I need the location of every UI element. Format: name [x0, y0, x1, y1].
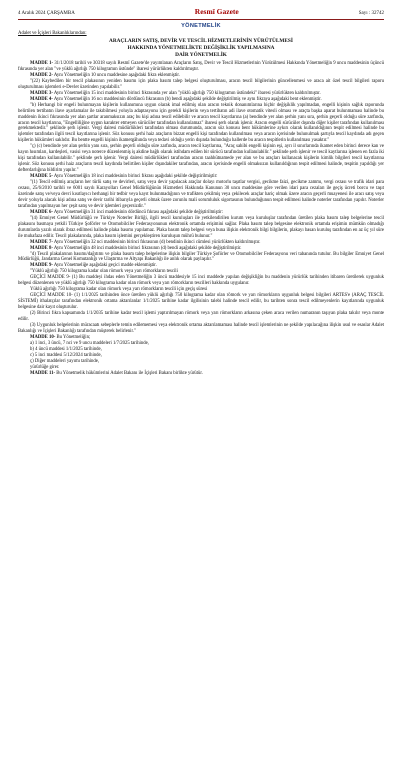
header-divider [18, 19, 384, 20]
article-paragraph [18, 61, 384, 73]
article-text: a) 1 inci, 3 üncü, 7 nci ve 9 uncu maddeleri 1/7/2025 tarihinde, [30, 340, 149, 346]
section-heading: YÖNETMELİK [181, 23, 221, 29]
article-label: MADDE 9- [30, 263, 53, 269]
issue-date: 4 Aralık 2024 ÇARŞAMBA [18, 11, 75, 16]
article-text: "b) Herhangi bir engeli bulunmayan kişilerin kullanımına uygun olarak imal edilmiş olan aracın teknik donanımlarına hiçbir değişiklik yapılmadan, engelli kişinin sağlık raporunda belirtilen tertibatın ilave ayarlamalar ile takıbilmesi yoluyla adaptasyonu için gerekli kişilerin veya tertibatın adi ilave otomatik vitesli olması ve araçta başka aparat bulunmaması halinde bu maddenin ikinci fıkrasında yer alan şartlar aranmaksızın araç bu kişi adına tescil edilebilir ve aracın tescil kayıtlarına (a) bendinde yer alan şerhin yanı sıra, şerhin geçerli olduğu süre zarfında, aracın tescil kaytlarına, "Engelliliğine uygun karakter etmeyen sürücüler tarafından kullanılamaz" ibaresi şerh olarak işlenir. Aracın engelli sürücüler dışında diğer kişiler tarafından kullanılması gerekmektedir." şeklinde şerh işlenir. Vergi dairesi müdürlükleri tarafından olması durumunda, aracın söz konusu bent hükümlerine aykırı olarak kullanıldığının tespit edilmesi halinde bu işlemler tarafından ilgili tescil kayıtlarına işlenir. Söz konusu şerhi haiz araçların bizzat engelli kişi tarafından kullanılması veya aracın içerisinde bulunulmak şartıyla tescil kaydında adı geçen kişilerin hükümleri saklıdır. Bu bentte engelli kişinin ikametgâhında veya tedavi olduğu yerin dışında bulunduğu hallerde bu aracın tespitlerin kullanılması yasaktır." [18, 102, 384, 144]
article-label: MADDE 2- [30, 72, 53, 78]
article-text: Yüklü ağırlığı 750 kilograma kadar olan römork veya yarı römorkların tescili için geçiş süresi [30, 287, 208, 293]
article-text: Bu Yönetmeliğin; [56, 334, 91, 340]
issue-number: Sayı : 32742 [358, 11, 384, 16]
article-text: Aynı Yönetmeliğin 15 inci maddesinin birinci fıkrasında yer alan "yüklü ağırlığı 750 kilogramın üstündeki" ibaresi yürürlükten kaldırılmıştır. [53, 90, 321, 96]
article-paragraph [18, 103, 384, 145]
article-label: MADDE 8- [30, 245, 53, 251]
article-paragraph [18, 371, 384, 377]
article-label: MADDE 11- [30, 370, 56, 376]
article-text: (3) Uygunluk belgelerinin müracaatı sebeplerle temin edilememesi veya elektronik ortama aktarılamaması halinde tescil işlemlerinin ne şekilde yapılacağına ilişkin usul ve esaslar Adalet Bakanlığı ve İçişleri Bakanlığı tarafından müşterek belirlenir." [18, 322, 384, 334]
article-text: Aynı Yönetmeliğe aşağıdaki geçici madde eklenmiştir. [53, 263, 157, 269]
article-label: MADDE 10- [30, 334, 56, 340]
regulation-body [18, 61, 384, 377]
article-paragraph [18, 252, 384, 264]
article-paragraph [18, 311, 384, 323]
article-paragraph [18, 275, 384, 287]
article-text: Bu Yönetmelik hükümlerini Adalet Bakanı ile İçişleri Bakanı birlikte yürütür. [56, 370, 203, 376]
article-text: GEÇİCİ MADDE 10- (1) 1/1/2025 tarihinden önce üretilen yüklü ağırlığı 750 kilograma kadar olan römork ve yarı römorkların uygunluk belgesi bilgileri ARTES'e (ARAÇ TESCİL SİSTEMİ) ithalatçılar tarafından elektronik ortama aktarılanlar 1/1/2025 tarihine kadar ilgilisinin talebi halinde tescil edilir, bu tarihten sonra tescil edilmeyenlerin kayıtlarında uygunluk belgesine dair kayıt oluşturulur. [18, 293, 384, 311]
article-text: Aynı Yönetmeliğin 48 inci maddesinin birinci fıkrasının (d) bendi aşağıdaki şekilde değiştirilmiştir. [53, 245, 242, 251]
title-line: ARAÇLARIN SATIŞ, DEVİR VE TESCİL HİZMETLERİNİN YÜRÜTÜLMESİ [109, 38, 293, 44]
issuing-institution: Adalet ve İçişleri Bakanlıklarından: [18, 31, 87, 36]
gazette-logo-text: Resmî Gazete [194, 7, 239, 16]
article-text: "d) Tescil plakalarının basımı/dağıtımı ve plaka basım talep belgelerine ilişkin bilgiler Türkiye Şoförler ve Otomobilciler Federasyonu veri tabanında tutulur. Bu bilgiler Emniyet Genel Müdürlüğü, Jandarma Genel Komutanlığı ve Ulaştırma ve Altyapı Bakanlığı ile anlık olarak paylaşılır." [18, 251, 384, 263]
article-text: "(22) Kaybedilen bir tescil plakasının yeniden basımı için plaka basım talep belgesi oluşturulması, aracın tescil bilgilerinin güncellenmesi ve araca ait özel tescil bilgileri raporu oluşturulması işlemleri e-Devlet üzerinden yapılabilir." [18, 78, 384, 90]
article-label: MADDE 3- [30, 90, 53, 96]
article-label: MADDE 7- [30, 239, 53, 245]
article-text: "ç) (c) bendinde yer alan şerhin yanı sıra, şerhin geçerli olduğu süre zarfında, aracın tescil kaytlarına, "Araç sahibi engelli kişinin eşi, ayrı il sınırlarında ikamet eden birinci derece kan ve kayın hısımları, kardeşleri, vasisi veya noterce düzenlenmiş iş akdine bağlı olarak istihdam edilen bir sürücü tarafından kullanılabilir." şeklinde şerh işlenir ve tescil kaytlarına işlenen en fazla iki kişi tarafından kullanılabilir." şeklinde şerh işlenir. Vergi dairesi müdürlükleri tarafından aracın taahhütnamede yer alan ve bu araçları kullanacak kişilerin kimlik bilgileri tescil kayıtlarına işlenir. Söz konusu şerhi haiz araçların tescil kaydında belirtilen kişiler dışındakiler tarafından, aracın içerisinde engelli olmaksızın kullanıldığının tespit edilmesi halinde, tespitin yapıldığı yer defterdarlığına bildirim yapılır." [18, 144, 384, 174]
article-text: ç) Diğer maddeleri yayımı tarihinde, [30, 358, 100, 364]
article-text: Aynı Yönetmeliğin 31 inci maddesinin dördüncü fıkrası aşağıdaki şekilde değiştirilmiştir: [53, 209, 223, 215]
article-text: c) 5 inci maddesi 5/12/2024 tarihinde, [30, 352, 102, 358]
title-line: DAİR YÖNETMELİK [175, 52, 227, 58]
article-text: "Yüklü ağırlığı 750 kilograma kadar olan römork veya yarı römorkların tescili [30, 269, 178, 275]
article-text: yürürlüğe girer. [30, 364, 60, 370]
regulation-title [18, 38, 384, 59]
article-label: MADDE 5- [30, 174, 53, 180]
article-paragraph [18, 79, 384, 91]
article-text: 31/1/2018 tarihli ve 30318 sayılı Resmî Gazete'de yayımlanan Araçların Satış, Devir ve Tescil Hizmetlerinin Yürütülmesi Hakkında Yönetmeliğin 9 uncu maddesinin üçüncü fıkrasında yer alan "ve yüklü ağırlığı 750 kilogramın üstünde" ibaresi yürürlükten kaldırılmıştır. [18, 61, 384, 72]
article-text: b) 4 üncü maddesi 1/1/2025 tarihinde, [30, 346, 102, 352]
article-text: GEÇİCİ MADDE 9- (1) Bu maddeyi ihdas eden Yönetmeliğin 3 üncü maddesiyle 15 inci maddede yapılan değişikliğin bu maddenin yürürlük tarihinden itibaren üretilerek uygunluk belgesi düzenlenen ve yüklü ağırlığı 750 kilograma kadar olan römork veya yarı römorkların tescilleri hakkında uygulanır. [18, 275, 384, 287]
article-paragraph [18, 216, 384, 240]
article-label: MADDE 1- [30, 61, 54, 66]
article-paragraph [18, 180, 384, 210]
article-label: MADDE 6- [30, 209, 53, 215]
article-text: Aynı Yönetmeliğin 32 nci maddesinin birinci fıkrasının (d) bendinin ikinci cümlesi yürürlükten kaldırılmıştır. [53, 239, 261, 245]
article-text: Aynı Yönetmeliğin 10 uncu maddesine aşağıdaki fıkra eklenmiştir. [53, 72, 180, 78]
article-label: MADDE 4- [30, 96, 53, 102]
article-text: "(4) Emniyet Genel Müdürlüğü ve Türkiye Noterler Birliği, ilgili tescil kuruluşları ile yetkilendirilen kurum veya kuruluşlar tarafından üretilen plaka basım talep belgelerine tescil plakasını basmaya yetkili Türkiye Şoförler ve Otomobilciler Federasyonunun elektronik ortamda erişimini sağlar. Plaka basım talep belgesine elektronik ortamda erişimin mümkün olmadığı durumlarda yazılı olarak ibraz edilmesi halinde plaka basımı yapılamaz. Plaka basım talep belgesi veya buna ilişkin elektronik bilgi bilgilerin, plakayı basan kuruluş tarafından en az üç yıl süre ile muhafaza edilir. Tescil plakalarında, plaka basım işlemini gerçekleştiren kuruluşun mührü bulunur." [18, 215, 384, 239]
article-paragraph [18, 144, 384, 174]
article-text: "(1) Tescil edilmiş araçların her türlü satış ve devirleri, satış veya devir yapılacak araçlar dolayı motorlu taşıtlar vergisi, gecikme faizi, gecikme zammı, vergi cezası ve trafik idari para cezası, 25/6/2010 tarihli ve 6001 sayılı Karayolları Genel Müdürlüğünün Hizmetleri Hakkında Kanunun 30 uncu maddesine göre verilen idari para cezaları ile geçiş ücreti borcu ve taşıt üzerinde satış ve/veya devri kısıtlayıcı herhangi bir tedbir veya kayıt bulunmadığının ve trafikten çekilmiş veya çekilecek araçlar hariç olmak üzere aracın geçerli muayenesi ile aracı satış veya devir yoluyla alacak kişi adına satış ve devir tarihi itibarıyla geçerli olmak üzere zorunlu mali sorumluluk sigortasının bulunduğunun tespit edilmesi halinde noterler tarafından yapılır. Noterler tarafından yapılmayan her çeşit satış ve devir işlemleri geçersizdir." [18, 180, 384, 209]
page-header [18, 0, 384, 17]
article-paragraph [18, 323, 384, 335]
article-paragraph [18, 293, 384, 311]
article-text: (2) Birinci fıkra kapsamında 1/1/2035 tarihine kadar tescil işlemi yaptırılmayan römork veya yarı römorkların arkasına çeken araca verilen numaranın taşıyan plaka takılır veya monte edilir. [18, 311, 384, 322]
article-text: Aynı Yönetmeliğin 16 ncı maddesinin dördüncü fıkrasının (b) bendi aşağıdaki şekilde değiştirilmiş ve aynı fıkraya aşağıdaki bent eklenmiştir. [53, 96, 322, 102]
title-line: HAKKINDA YÖNETMELİKTE DEĞİŞİKLİK YAPILMASINA [127, 45, 275, 51]
article-text: Aynı Yönetmeliğin 18 inci maddesinin birinci fıkrası aşağıdaki şekilde değiştirilmiştir: [53, 174, 218, 180]
